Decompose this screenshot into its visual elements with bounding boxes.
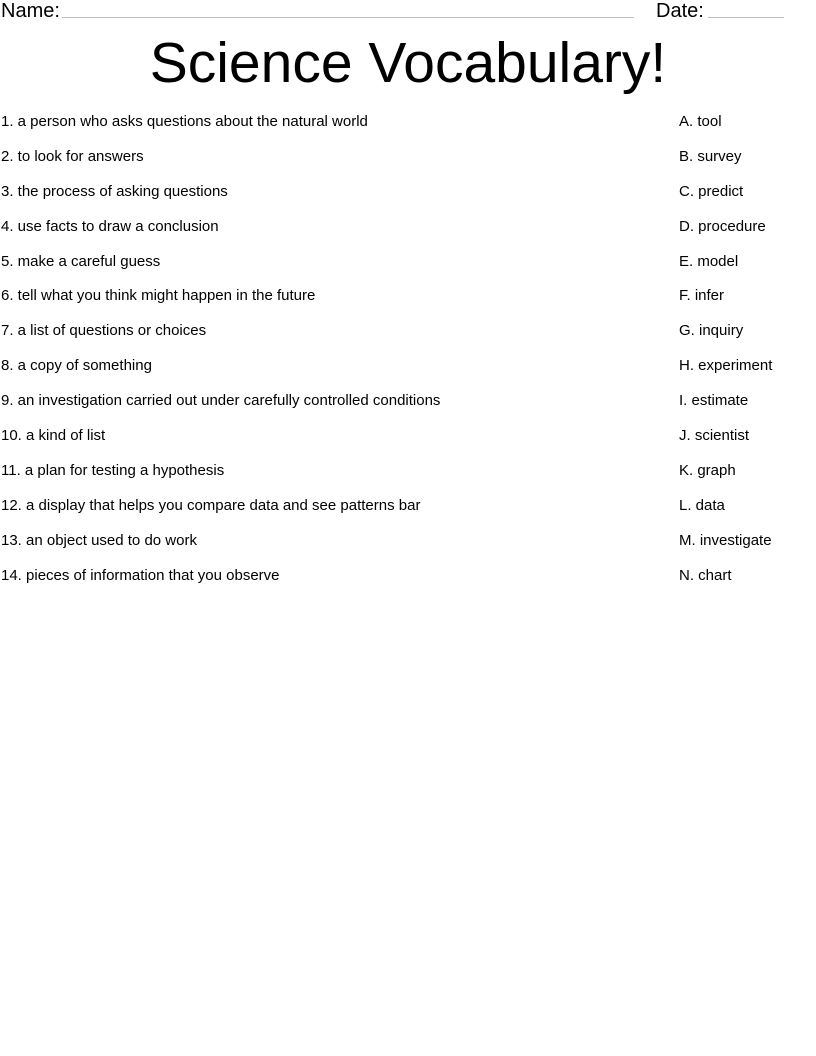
worksheet-header (0, 0, 816, 24)
answer-item: M. investigate (679, 531, 772, 549)
clue-item: 13. an object used to do work (1, 531, 197, 549)
clue-item: 4. use facts to draw a conclusion (1, 217, 219, 235)
clue-item: 2. to look for answers (1, 147, 144, 165)
clue-item: 7. a list of questions or choices (1, 322, 207, 340)
answer-item: A. tool (679, 113, 722, 130)
answer-item: F. infer (679, 287, 725, 305)
clue-item: 11. a plan for testing a hypothesis (1, 461, 225, 479)
clue-item: 14. pieces of information that you observe (1, 566, 280, 584)
clue-item: 9. an investigation carried out under carefully controlled conditions (1, 392, 441, 410)
answer-item: D. procedure (679, 217, 766, 235)
answer-item: L. data (679, 496, 725, 514)
clue-item: 12. a display that helps you compare data and see patterns bar (1, 496, 421, 514)
name-label: Name: (1, 0, 60, 22)
answer-item: E. model (679, 252, 739, 270)
clue-item: 8. a copy of something (1, 357, 152, 375)
date-label: Date: (656, 0, 704, 22)
answer-item: K. graph (679, 461, 736, 479)
answer-item: C. predict (679, 182, 744, 200)
answer-item: H. experiment (679, 357, 773, 375)
clue-item: 5. make a careful guess (1, 252, 161, 270)
answer-item: G. inquiry (679, 322, 744, 340)
answer-item: B. survey (679, 147, 742, 165)
answer-item: I. estimate (679, 392, 749, 410)
answer-item: N. chart (679, 566, 732, 584)
date-blank-line (708, 17, 784, 18)
answer-list (679, 112, 814, 600)
name-blank-line (62, 17, 634, 18)
answer-item: J. scientist (679, 427, 750, 445)
clue-item: 1. a person who asks questions about the natural world (1, 113, 368, 130)
clue-item: 10. a kind of list (1, 427, 106, 445)
clue-item: 3. the process of asking questions (1, 182, 228, 200)
page-title: Science Vocabulary! (149, 31, 667, 95)
clue-item: 6. tell what you think might happen in the future (1, 287, 316, 305)
clue-list (1, 112, 651, 600)
